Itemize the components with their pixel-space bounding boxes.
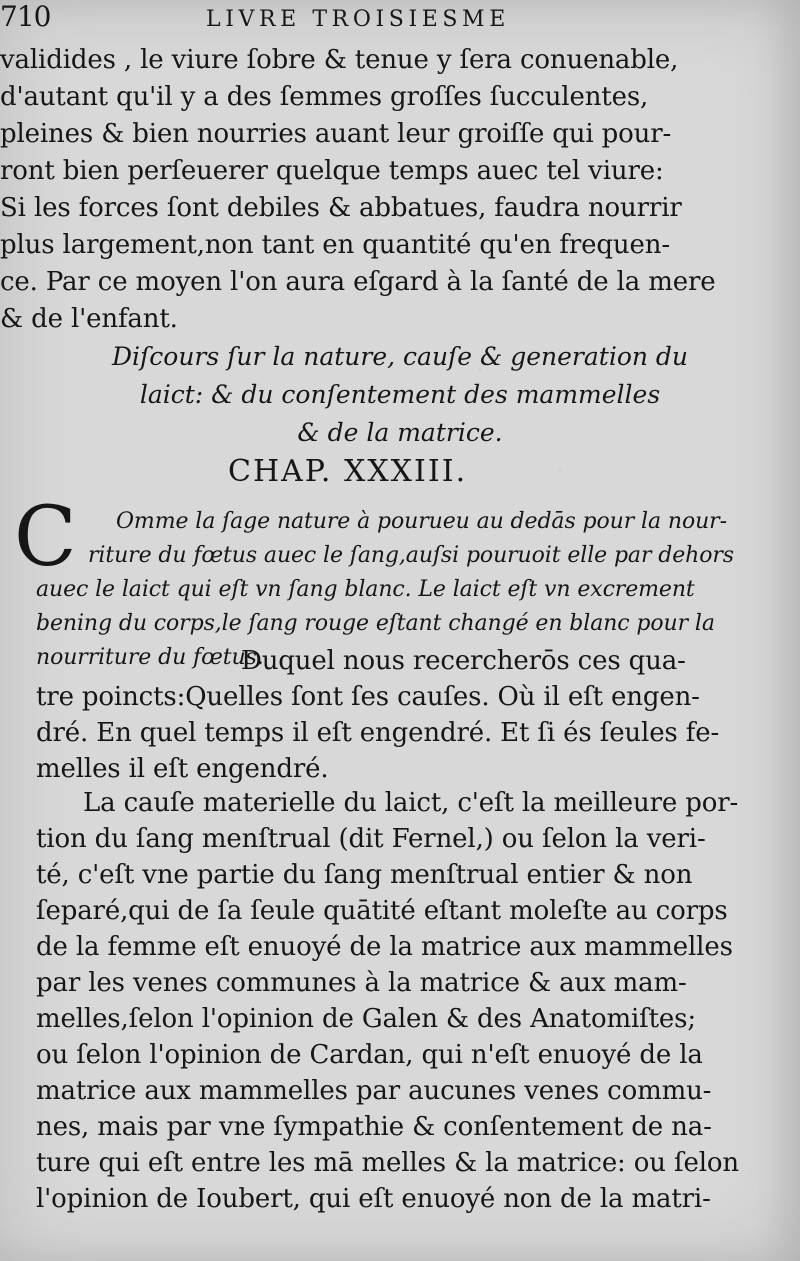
text-line: nes, mais par vne ſympathie & conſentement de na- <box>36 1112 712 1142</box>
running-head: LIVRE TROISIESME <box>206 7 510 32</box>
italic-line: auec le laict qui eſt vn ſang blanc. Le laict eſt vn excrement <box>36 577 695 602</box>
text-line: La cauſe materielle du laict, c'eſt la meilleure por- <box>83 788 739 818</box>
italic-line: bening du corps,le ſang rouge eſtant changé en blanc pour la <box>36 611 715 636</box>
text-line: Si les forces ſont debiles & abbatues, faudra nourrir <box>0 193 682 223</box>
text-line: ce. Par ce moyen l'on aura eſgard à la ſanté de la mere <box>0 267 716 297</box>
text-line: par les venes communes à la matrice & aux mam- <box>36 968 687 998</box>
heading-line: & de la matrice. <box>297 418 503 447</box>
chapter-title: CHAP. XXXIII. <box>228 454 468 489</box>
drop-cap: C <box>14 490 77 585</box>
italic-line: nourriture du fœtus. <box>36 645 264 670</box>
text-line: Duquel nous recercherōs ces qua- <box>241 646 686 676</box>
main-paragraph <box>36 785 796 1217</box>
text-line: & de l'enfant. <box>0 304 178 334</box>
heading-line: laict: & du conſentement des mammelles <box>139 380 661 409</box>
continuation-paragraph <box>36 643 796 787</box>
text-line: l'opinion de Ioubert, qui eſt enuoyé non de la matri- <box>36 1184 711 1214</box>
section-heading <box>0 338 800 452</box>
italic-line: Omme la ſage nature à pourueu au dedās pour la nour- <box>116 509 727 534</box>
text-line: ront bien perſeuerer quelque temps auec tel viure: <box>0 156 664 186</box>
text-line: validides , le viure ſobre & tenue y ſera conuenable, <box>0 45 679 75</box>
text-line: tre poincts:Quelles ſont ſes cauſes. Où il eſt engen- <box>36 682 700 712</box>
text-line: matrice aux mammelles par aucunes venes commu- <box>36 1076 712 1106</box>
text-line: ou ſelon l'opinion de Cardan, qui n'eſt enuoyé de la <box>36 1040 703 1070</box>
text-line: dré. En quel temps il eſt engendré. Et ſi és ſeules fe- <box>36 718 720 748</box>
text-line: d'autant qu'il y a des ſemmes groſſes ſucculentes, <box>0 82 649 112</box>
italic-line: riture du fœtus auec le ſang,auſsi pouruoit elle par dehors <box>88 543 734 568</box>
text-line: té, c'eſt vne partie du ſang menſtrual entier & non <box>36 860 693 890</box>
opening-paragraph <box>0 42 800 338</box>
text-line: melles,ſelon l'opinion de Galen & des Anatomiſtes; <box>36 1004 696 1034</box>
text-line: ſeparé,qui de ſa ſeule quātité eſtant moleſte au corps <box>36 896 728 926</box>
text-line: ture qui eſt entre les mā melles & la matrice: ou ſelon <box>36 1148 739 1178</box>
text-line: melles il eſt engendré. <box>36 754 329 784</box>
page-header <box>0 0 800 38</box>
page-number: 710 <box>0 0 51 33</box>
text-line: de la femme eſt enuoyé de la matrice aux mammelles <box>36 932 733 962</box>
text-line: plus largement,non tant en quantité qu'en frequen- <box>0 230 670 260</box>
text-line: tion du ſang menſtrual (dit Fernel,) ou ſelon la veri- <box>36 824 706 854</box>
text-line: pleines & bien nourries auant leur groiſſe qui pour- <box>0 119 672 149</box>
heading-line: Diſcours ſur la nature, cauſe & generation du <box>111 342 689 371</box>
